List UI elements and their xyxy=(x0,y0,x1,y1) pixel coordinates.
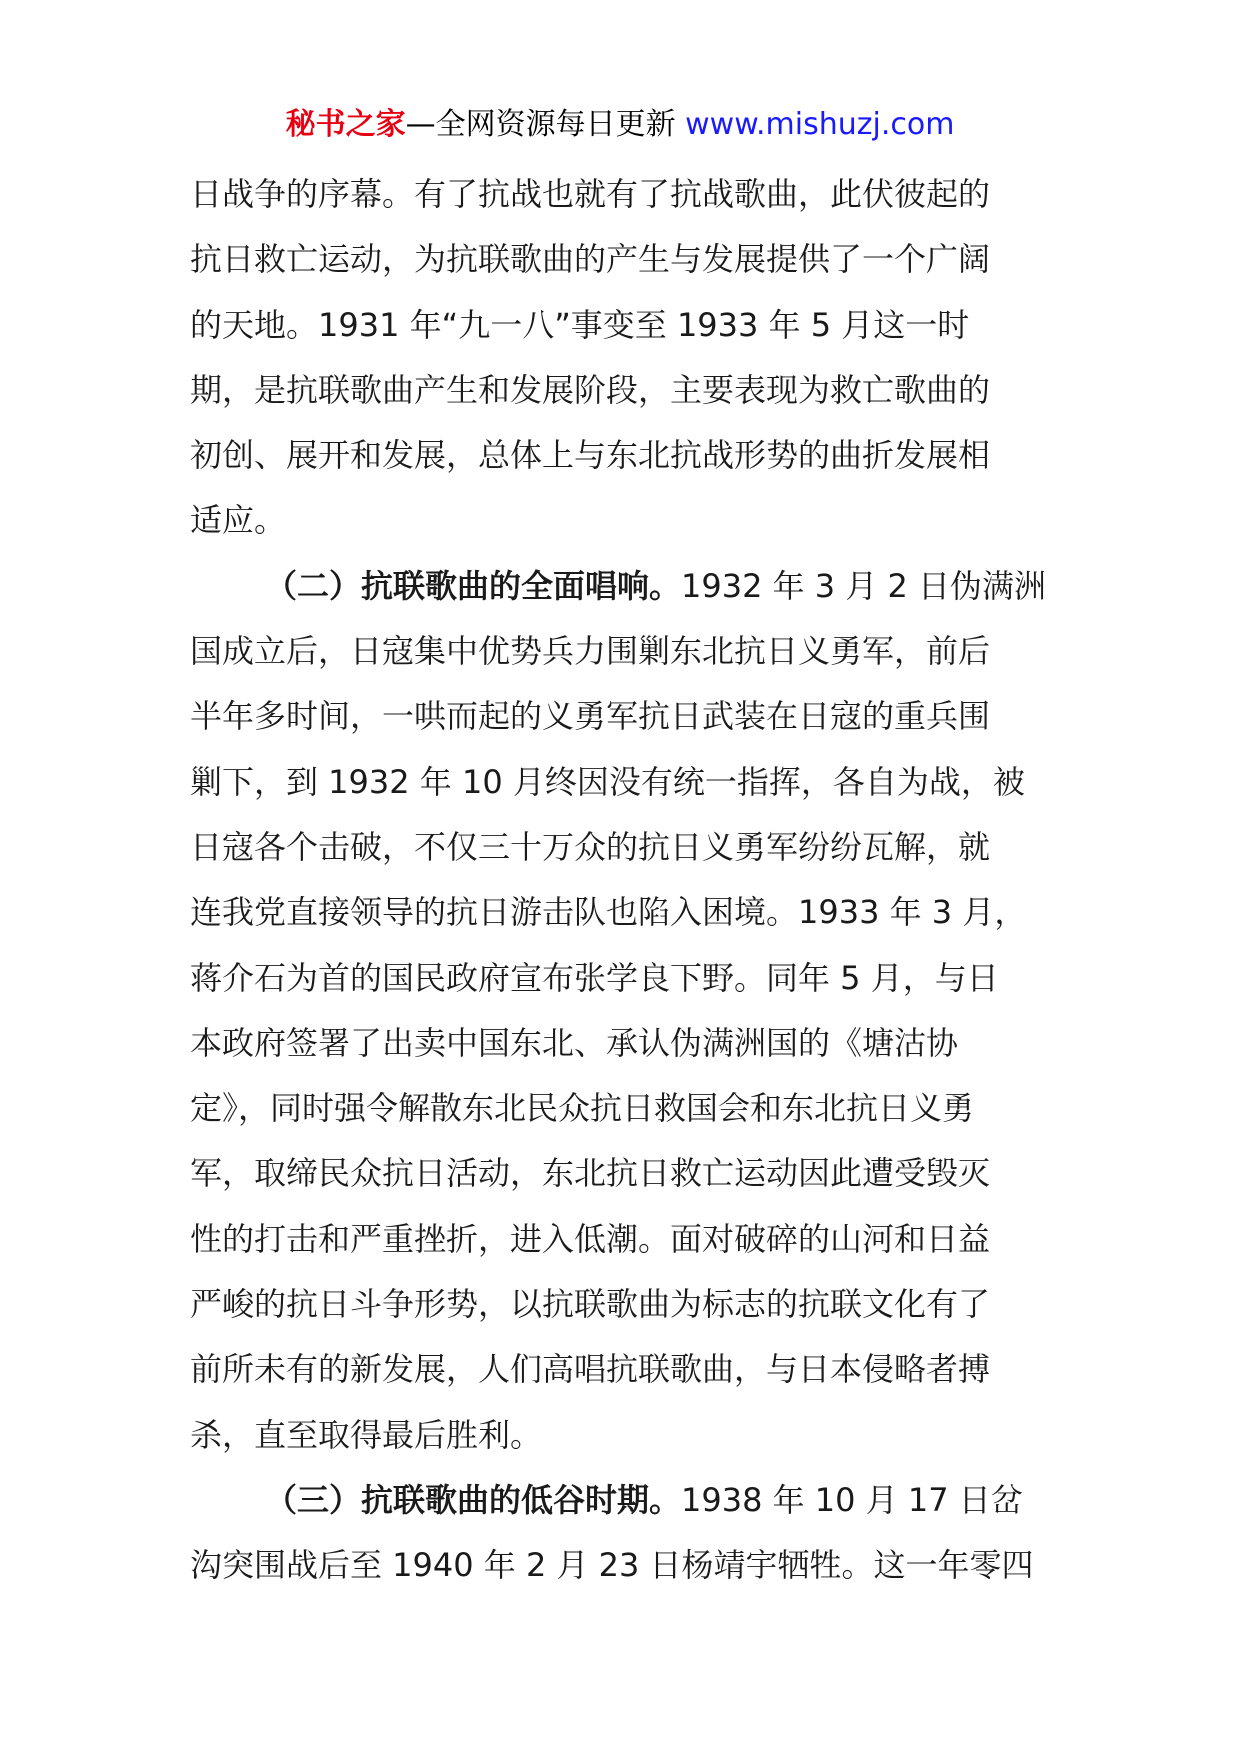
section-heading-2: （二）抗联歌曲的全面唱响。 xyxy=(265,566,682,605)
paragraph-first-line xyxy=(190,1468,1070,1533)
page-header xyxy=(0,100,1240,150)
paragraph-line: 本政府签署了出卖中国东北、承认伪满洲国的《塘沽协 xyxy=(190,1023,959,1062)
paragraph-line: 期，是抗联歌曲产生和发展阶段，主要表现为救亡歌曲的 xyxy=(190,370,991,409)
paragraph-line: 抗日救亡运动，为抗联歌曲的产生与发展提供了一个广阔 xyxy=(190,240,991,279)
paragraph-line: 蒋介石为首的国民政府宣布张学良下野。同年 5 月，与日 xyxy=(190,958,999,997)
paragraph-line: 初创、展开和发展，总体上与东北抗战形势的曲折发展相 xyxy=(190,436,991,475)
paragraph-line: 前所未有的新发展，人们高唱抗联歌曲，与日本侵略者搏 xyxy=(190,1350,991,1389)
paragraph-line: 沟突围战后至 1940 年 2 月 23 日杨靖宇牺牲。这一年零四 xyxy=(190,1546,1034,1585)
paragraph-line: 军，取缔民众抗日活动，东北抗日救亡运动因此遭受毁灭 xyxy=(190,1154,991,1193)
brand-name: 秘书之家 xyxy=(285,107,406,142)
site-url[interactable]: www.mishuzj.com xyxy=(685,107,955,142)
paragraph-line: 日战争的序幕。有了抗战也就有了抗战歌曲，此伏彼起的 xyxy=(190,175,991,213)
header-slogan: —全网资源每日更新 xyxy=(405,107,676,142)
paragraph-text: 1932 年 3 月 2 日伪满洲 xyxy=(681,566,1047,605)
paragraph-line: 定》，同时强令解散东北民众抗日救国会和东北抗日义勇 xyxy=(190,1089,975,1128)
paragraph-line: 的天地。1931 年“九一八”事变至 1933 年 5 月这一时 xyxy=(190,305,970,344)
paragraph-line: 性的打击和严重挫折，进入低潮。面对破碎的山河和日益 xyxy=(190,1219,991,1258)
paragraph-line: 剿下，到 1932 年 10 月终因没有统一指挥，各自为战，被 xyxy=(190,762,1025,801)
paragraph-line: 日寇各个击破，不仅三十万众的抗日义勇军纷纷瓦解，就 xyxy=(190,827,991,866)
paragraph-text: 1938 年 10 月 17 日岔 xyxy=(681,1480,1023,1519)
paragraph-line: 适应。 xyxy=(190,501,287,540)
paragraph-line: 国成立后，日寇集中优势兵力围剿东北抗日义勇军，前后 xyxy=(190,632,991,671)
paragraph-first-line xyxy=(190,554,1070,619)
document-body xyxy=(190,162,1070,1599)
paragraph-line: 严峻的抗日斗争形势，以抗联歌曲为标志的抗联文化有了 xyxy=(190,1285,991,1324)
paragraph-line: 杀，直至取得最后胜利。 xyxy=(190,1415,543,1454)
paragraph-line: 半年多时间，一哄而起的义勇军抗日武装在日寇的重兵围 xyxy=(190,697,991,736)
section-heading-3: （三）抗联歌曲的低谷时期。 xyxy=(265,1480,682,1519)
paragraph-line: 连我党直接领导的抗日游击队也陷入困境。1933 年 3 月， xyxy=(190,893,1027,932)
